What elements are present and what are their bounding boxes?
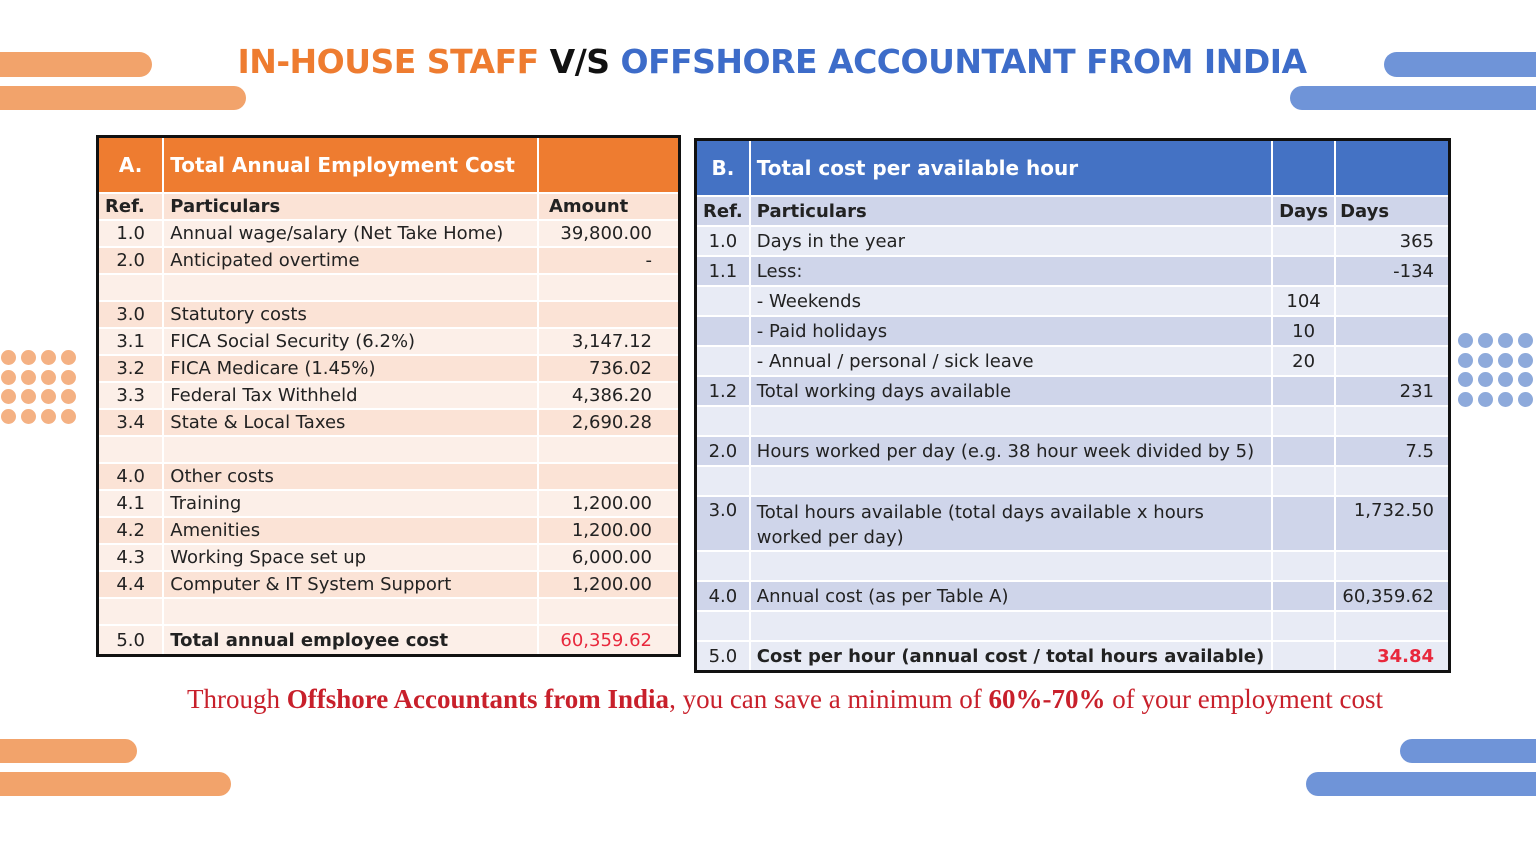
table-cost-per-hour — [694, 138, 1451, 673]
cell-ref: 3.3 — [98, 382, 164, 409]
decor-dot — [1478, 333, 1493, 348]
cell-ref: 1.0 — [98, 220, 164, 247]
cell-ref: 4.0 — [98, 463, 164, 490]
table-row — [98, 409, 680, 436]
cell-ref: 3.2 — [98, 355, 164, 382]
cell-particular: Amenities — [163, 517, 538, 544]
column-header-particulars: Particulars — [750, 196, 1272, 226]
cell-ref: 3.0 — [696, 496, 750, 551]
cell-amount: - — [538, 247, 680, 274]
cell-particular: State & Local Taxes — [163, 409, 538, 436]
cell-particular: FICA Medicare (1.45%) — [163, 355, 538, 382]
decor-dot — [1498, 353, 1513, 368]
cell-amount: 2,690.28 — [538, 409, 680, 436]
cell-particular: Cost per hour (annual cost / total hours available) — [750, 641, 1272, 672]
decor-dot — [41, 389, 56, 404]
table-a-header — [98, 137, 680, 194]
cell-particular: Training — [163, 490, 538, 517]
cell-amount — [538, 301, 680, 328]
cell-ref: 1.2 — [696, 376, 750, 406]
table-row — [98, 490, 680, 517]
cell-particular — [750, 551, 1272, 581]
cell-particular: Annual cost (as per Table A) — [750, 581, 1272, 611]
table-row — [98, 274, 680, 301]
cell-particular: Computer & IT System Support — [163, 571, 538, 598]
cell-days-2 — [1335, 316, 1449, 346]
cell-particular — [163, 274, 538, 301]
cell-amount — [538, 463, 680, 490]
cell-ref: 4.2 — [98, 517, 164, 544]
cell-ref: 3.0 — [98, 301, 164, 328]
cell-amount — [538, 598, 680, 625]
decor-bar-bottom-left-1 — [0, 739, 137, 763]
decor-dot — [41, 409, 56, 424]
cell-days-1 — [1272, 406, 1335, 436]
cell-particular — [750, 406, 1272, 436]
cell-total-cost: 34.84 — [1335, 641, 1449, 672]
footer-mid: , you can save a minimum of — [669, 684, 989, 714]
decor-dot — [1458, 392, 1473, 407]
decor-bar-bottom-right-1 — [1400, 739, 1536, 763]
decor-dot — [1498, 372, 1513, 387]
cell-ref: 4.1 — [98, 490, 164, 517]
column-header-amount: Amount — [538, 193, 680, 220]
cell-days-1 — [1272, 466, 1335, 496]
table-total-row — [696, 641, 1450, 672]
table-row — [696, 346, 1450, 376]
table-a-section: A. — [98, 137, 164, 194]
table-row — [696, 581, 1450, 611]
cell-days-2: -134 — [1335, 256, 1449, 286]
table-b-header-blank-2 — [1335, 140, 1449, 197]
cell-days-2: 60,359.62 — [1335, 581, 1449, 611]
cell-ref — [696, 286, 750, 316]
column-header-days-1: Days — [1272, 196, 1335, 226]
cell-days-1 — [1272, 256, 1335, 286]
decor-dot — [21, 389, 36, 404]
cell-particular: Hours worked per day (e.g. 38 hour week divided by 5) — [750, 436, 1272, 466]
column-header-ref: Ref. — [98, 193, 164, 220]
cell-total-amount: 60,359.62 — [538, 625, 680, 656]
cell-ref: 3.1 — [98, 328, 164, 355]
decor-dot — [1458, 333, 1473, 348]
decor-dot — [21, 409, 36, 424]
cell-days-2 — [1335, 406, 1449, 436]
decor-dot — [41, 350, 56, 365]
cell-days-1 — [1272, 496, 1335, 551]
title-in-house: IN-HOUSE STAFF — [237, 42, 539, 81]
decor-dot — [61, 389, 76, 404]
cell-days-1: 10 — [1272, 316, 1335, 346]
cell-particular: - Paid holidays — [750, 316, 1272, 346]
decor-dot — [61, 409, 76, 424]
cell-ref: 4.0 — [696, 581, 750, 611]
decor-dot — [61, 370, 76, 385]
cell-ref — [696, 611, 750, 641]
cell-days-2 — [1335, 346, 1449, 376]
cell-particular: Total annual employee cost — [163, 625, 538, 656]
cell-particular: Annual wage/salary (Net Take Home) — [163, 220, 538, 247]
table-row — [696, 316, 1450, 346]
decor-dot — [41, 370, 56, 385]
decor-bar-top-right-2 — [1290, 86, 1536, 110]
table-row — [98, 355, 680, 382]
cell-particular: Total working days available — [750, 376, 1272, 406]
cell-amount: 736.02 — [538, 355, 680, 382]
cell-amount — [538, 274, 680, 301]
table-b-header — [696, 140, 1450, 197]
table-a-heading: Total Annual Employment Cost — [163, 137, 538, 194]
title-vs: V/S — [549, 42, 610, 81]
cell-ref: 2.0 — [696, 436, 750, 466]
decor-bar-bottom-right-2 — [1306, 772, 1536, 796]
footer-bold-percent: 60%-70% — [988, 684, 1106, 714]
cell-days-2: 7.5 — [1335, 436, 1449, 466]
cell-amount: 4,386.20 — [538, 382, 680, 409]
cell-days-1: 104 — [1272, 286, 1335, 316]
table-row — [696, 256, 1450, 286]
cell-particular: Federal Tax Withheld — [163, 382, 538, 409]
column-header-days-2: Days — [1335, 196, 1449, 226]
table-b-column-headers — [696, 196, 1450, 226]
cell-ref: 5.0 — [98, 625, 164, 656]
cell-particular: Total hours available (total days available x hours worked per day) — [750, 496, 1272, 551]
decor-dot — [1458, 353, 1473, 368]
cell-ref — [696, 466, 750, 496]
cell-particular: - Weekends — [750, 286, 1272, 316]
cell-particular: Other costs — [163, 463, 538, 490]
cell-days-2 — [1335, 611, 1449, 641]
decor-dot — [1, 389, 16, 404]
table-row — [98, 220, 680, 247]
cell-ref: 5.0 — [696, 641, 750, 672]
title-offshore: OFFSHORE ACCOUNTANT FROM INDIA — [620, 42, 1307, 81]
cell-days-2 — [1335, 286, 1449, 316]
cell-days-2: 365 — [1335, 226, 1449, 256]
cell-ref — [696, 551, 750, 581]
cell-ref — [696, 316, 750, 346]
table-row — [696, 376, 1450, 406]
table-row — [98, 382, 680, 409]
cell-ref — [696, 406, 750, 436]
decor-dot — [1518, 372, 1533, 387]
table-row — [98, 328, 680, 355]
decor-dot — [1, 409, 16, 424]
cell-days-2: 1,732.50 — [1335, 496, 1449, 551]
cell-amount — [538, 436, 680, 463]
table-b-section: B. — [696, 140, 750, 197]
cell-ref: 1.0 — [696, 226, 750, 256]
cell-particular — [163, 598, 538, 625]
decor-dot — [1478, 372, 1493, 387]
cell-days-1 — [1272, 226, 1335, 256]
decor-dot — [1458, 372, 1473, 387]
cell-days-1 — [1272, 581, 1335, 611]
cell-amount: 39,800.00 — [538, 220, 680, 247]
cell-particular — [163, 436, 538, 463]
cell-amount: 6,000.00 — [538, 544, 680, 571]
table-row — [696, 611, 1450, 641]
decor-bar-bottom-left-2 — [0, 772, 231, 796]
cell-particular — [750, 611, 1272, 641]
decor-bar-top-left-2 — [0, 86, 246, 110]
decor-dot — [1, 350, 16, 365]
page-title — [0, 42, 1536, 81]
table-b-header-blank-1 — [1272, 140, 1335, 197]
footer-note — [0, 684, 1536, 715]
cell-days-2: 231 — [1335, 376, 1449, 406]
decor-dot — [1478, 353, 1493, 368]
cell-ref — [98, 436, 164, 463]
cell-particular: Less: — [750, 256, 1272, 286]
cell-days-1 — [1272, 551, 1335, 581]
cell-days-1: 20 — [1272, 346, 1335, 376]
footer-bold-offshore: Offshore Accountants from India — [286, 684, 670, 714]
table-row — [98, 544, 680, 571]
table-row — [696, 406, 1450, 436]
table-row — [696, 286, 1450, 316]
decor-dot — [1518, 392, 1533, 407]
decor-dot — [1478, 392, 1493, 407]
decor-dot — [61, 350, 76, 365]
footer-pre: Through — [187, 684, 287, 714]
cell-ref: 1.1 — [696, 256, 750, 286]
table-total-row — [98, 625, 680, 656]
cell-days-1 — [1272, 611, 1335, 641]
table-row — [696, 496, 1450, 551]
cell-ref — [696, 346, 750, 376]
cell-ref — [98, 274, 164, 301]
decor-dot — [1498, 333, 1513, 348]
cell-particular: Working Space set up — [163, 544, 538, 571]
cell-ref: 4.3 — [98, 544, 164, 571]
cell-amount: 1,200.00 — [538, 571, 680, 598]
cell-amount: 1,200.00 — [538, 490, 680, 517]
cell-days-1 — [1272, 436, 1335, 466]
cell-days-2 — [1335, 551, 1449, 581]
table-row — [696, 551, 1450, 581]
decor-dot — [21, 350, 36, 365]
cell-days-2 — [1335, 466, 1449, 496]
cell-days-1 — [1272, 641, 1335, 672]
decor-dot — [1498, 392, 1513, 407]
table-row — [696, 226, 1450, 256]
table-row — [98, 463, 680, 490]
table-row — [98, 436, 680, 463]
table-row — [98, 571, 680, 598]
table-employment-cost — [96, 135, 681, 657]
cell-days-1 — [1272, 376, 1335, 406]
cell-particular: FICA Social Security (6.2%) — [163, 328, 538, 355]
table-row — [98, 598, 680, 625]
cell-ref — [98, 598, 164, 625]
decor-dot — [21, 370, 36, 385]
cell-particular: Statutory costs — [163, 301, 538, 328]
footer-post: of your employment cost — [1105, 684, 1383, 714]
cell-ref: 4.4 — [98, 571, 164, 598]
table-row — [98, 301, 680, 328]
decor-dot — [1, 370, 16, 385]
cell-ref: 3.4 — [98, 409, 164, 436]
cell-particular: Anticipated overtime — [163, 247, 538, 274]
table-row — [98, 517, 680, 544]
cell-ref: 2.0 — [98, 247, 164, 274]
column-header-ref: Ref. — [696, 196, 750, 226]
cell-amount: 1,200.00 — [538, 517, 680, 544]
table-a-column-headers — [98, 193, 680, 220]
cell-particular: Days in the year — [750, 226, 1272, 256]
cell-particular: - Annual / personal / sick leave — [750, 346, 1272, 376]
decor-dot — [1518, 333, 1533, 348]
column-header-particulars: Particulars — [163, 193, 538, 220]
table-row — [696, 466, 1450, 496]
table-row — [696, 436, 1450, 466]
table-a-header-blank — [538, 137, 680, 194]
cell-particular — [750, 466, 1272, 496]
decor-dot — [1518, 353, 1533, 368]
cell-amount: 3,147.12 — [538, 328, 680, 355]
table-row — [98, 247, 680, 274]
table-b-heading: Total cost per available hour — [750, 140, 1272, 197]
